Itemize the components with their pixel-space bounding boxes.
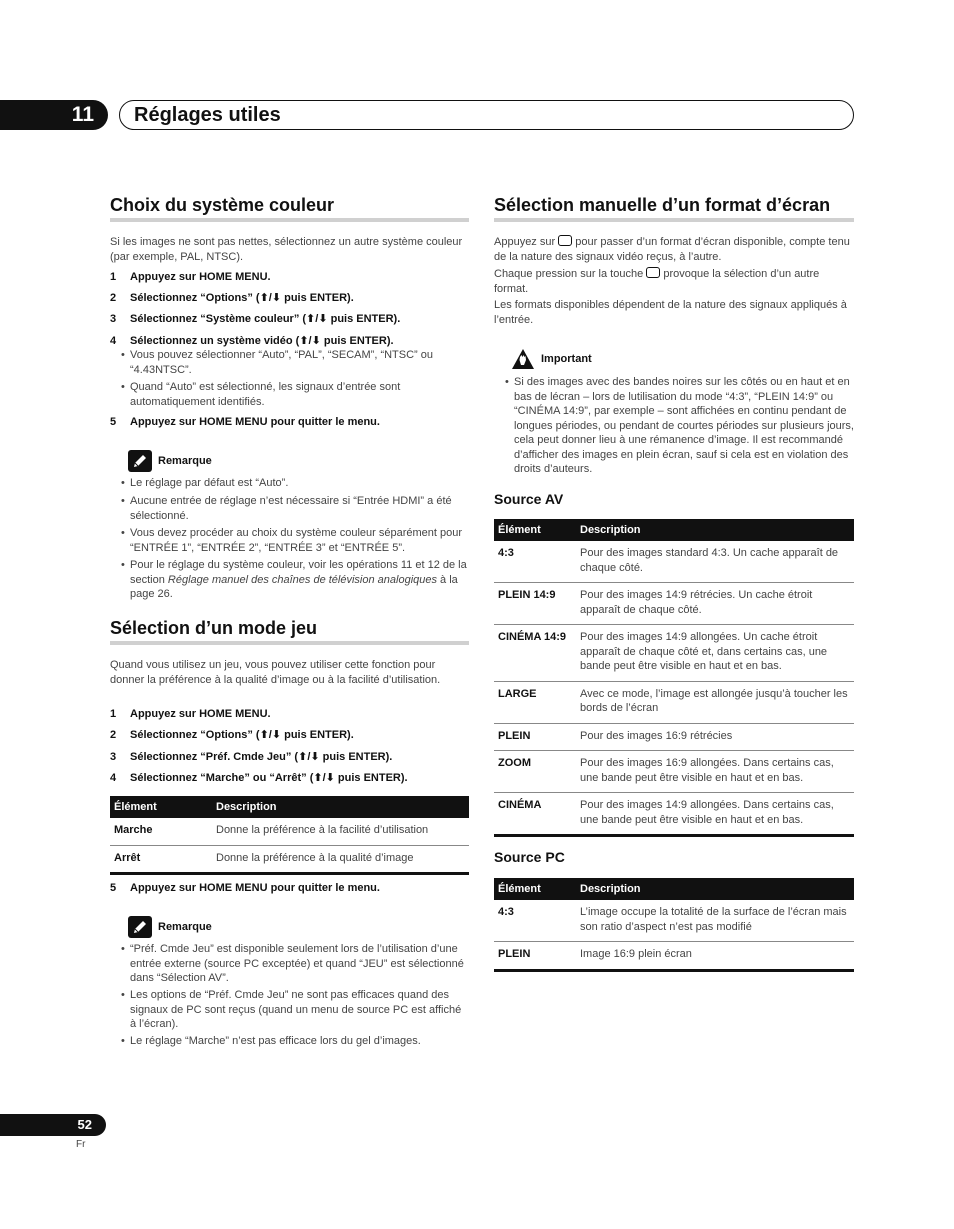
step: 4 Sélectionnez “Marche” ou “Arrêt” (⬆/⬇ puis ENTER). [110,772,408,784]
format-paragraph: Chaque pression sur la touche provoque la sélection d’un autre format. [494,268,820,295]
section-title-screen-format: Sélection manuelle d’un format d’écran [494,193,854,222]
source-av-table [494,519,854,837]
table-header [110,796,469,818]
table-row [110,818,469,845]
step: 2 Sélectionnez “Options” (⬆/⬇ puis ENTER). [110,729,354,741]
important-item: • Si des images avec des bandes noires sur les côtés ou en haut et en bas de lécran – lors de lutilisation du mode “4:3”, “PLEIN 14:9” ou “CINÉMA 14:9”, par exemple – sont affichées en continu pendant de longues périodes, ou pendant de courtes périodes sur plusieurs jours, cela peut donner lieu à une rémanence d’image. Il est recommandé d’afficher des images en plein écran, sauf si cela est en violation des droits d’auteurs. [494,375,854,477]
note-item: • Vous devez procéder au choix du système couleur séparément pour “ENTRÉE 1”, “ENTRÉE 2”, “ENTRÉE 3” et “ENTRÉE 5”. [110,526,469,555]
warning-icon [511,348,535,370]
item-cell: Marche [110,818,212,845]
item-cell: Arrêt [110,845,212,874]
bullet: • Vous pouvez sélectionner “Auto”, “PAL”, “SECAM”, “NTSC” ou “4.43NTSC”. [110,348,469,377]
step: 4 Sélectionnez un système vidéo (⬆/⬇ puis ENTER). [110,335,394,347]
language-code: Fr [76,1139,86,1150]
description-cell: Image 16:9 plein écran [576,942,854,971]
item-cell: PLEIN [494,723,576,751]
table-row [494,625,854,682]
screen-size-button-icon [558,235,572,246]
pencil-icon [128,450,152,472]
format-paragraph: Appuyez sur pour passer d’un format d’écran disponible, compte tenu de la nature des signaux vidéo reçus, à l’autre. [494,236,850,263]
description-cell: Donne la préférence à la facilité d’utilisation [212,818,469,845]
chapter-number: 11 [0,100,108,130]
item-cell: CINÉMA [494,793,576,836]
source-av-title: Source AV [494,491,564,507]
table-row [494,751,854,793]
table-row [110,845,469,874]
note-item: • “Préf. Cmde Jeu” est disponible seulement lors de l’utilisation d’une entrée externe (source PC exceptée) et quand “JEU” est sélectionné dans “Sélection AV”. [110,942,469,986]
item-cell: 4:3 [494,900,576,942]
table-header [494,878,854,900]
step: 3 Sélectionnez “Système couleur” (⬆/⬇ puis ENTER). [110,313,401,325]
note-heading: Remarque [110,916,212,938]
description-cell: L’image occupe la totalité de la surface de l’écran mais son ratio d’aspect n’est pas modifié [576,900,854,942]
important-heading: Important [494,348,592,370]
description-cell: Pour des images 14:9 rétrécies. Un cache étroit apparaît de chaque côté. [576,583,854,625]
description-cell: Pour des images 16:9 rétrécies [576,723,854,751]
description-cell: Donne la préférence à la qualité d’image [212,845,469,874]
source-pc-table [494,878,854,972]
header-cell: Élément [494,519,576,541]
pencil-icon [128,916,152,938]
description-cell: Pour des images 14:9 allongées. Un cache étroit apparaît de chaque côté et, dans certains cas, une bande peut être visible en haut et en bas. [576,625,854,682]
step: 3 Sélectionnez “Préf. Cmde Jeu” (⬆/⬇ puis ENTER). [110,751,393,763]
table-row [494,541,854,583]
format-paragraph: Les formats disponibles dépendent de la nature des signaux appliqués à l’entrée. [494,299,847,326]
description-cell: Avec ce mode, l’image est allongée jusqu’à toucher les bords de l’écran [576,681,854,723]
header-cell: Élément [494,878,576,900]
page-number: 52 [0,1114,106,1136]
source-pc-title: Source PC [494,849,565,865]
description-cell: Pour des images standard 4:3. Un cache apparaît de chaque côté. [576,541,854,583]
note-item: • Le réglage par défaut est “Auto”. [110,476,469,491]
item-cell: PLEIN 14:9 [494,583,576,625]
note-item: • Les options de “Préf. Cmde Jeu” ne sont pas efficaces quand des signaux de PC sont reçus (quand un menu de source PC est affiché à l’écran). [110,988,469,1032]
game-mode-table [110,796,469,875]
item-cell: PLEIN [494,942,576,971]
item-cell: ZOOM [494,751,576,793]
note-heading: Remarque [110,450,212,472]
step: 5 Appuyez sur HOME MENU pour quitter le menu. [110,882,380,894]
note-item: • Pour le réglage du système couleur, voir les opérations 11 et 12 de la section Réglage manuel des chaînes de télévision analogiques à la page 26. [110,558,469,602]
table-row [494,793,854,836]
item-cell: CINÉMA 14:9 [494,625,576,682]
description-cell: Pour des images 14:9 allongées. Dans certains cas, une bande peut être visible en haut et en bas. [576,793,854,836]
section-title-color-system: Choix du système couleur [110,193,469,222]
item-cell: 4:3 [494,541,576,583]
step: 1 Appuyez sur HOME MENU. [110,271,271,283]
item-cell: LARGE [494,681,576,723]
note-item: • Aucune entrée de réglage n’est nécessaire si “Entrée HDMI” a été sélectionné. [110,494,469,523]
table-row [494,583,854,625]
header-cell: Élément [110,796,212,818]
table-row [494,681,854,723]
screen-size-button-icon [646,267,660,278]
color-system-intro: Si les images ne sont pas nettes, sélectionnez un autre système couleur (par exemple, PAL, NTSC). [110,236,463,263]
step: 5 Appuyez sur HOME MENU pour quitter le menu. [110,416,380,428]
table-header [494,519,854,541]
game-mode-intro: Quand vous utilisez un jeu, vous pouvez utiliser cette fonction pour donner la préférence à la qualité d’image ou à la facilité d’utilisation. [110,659,441,686]
header-cell: Description [576,878,854,900]
step: 2 Sélectionnez “Options” (⬆/⬇ puis ENTER). [110,292,354,304]
header-cell: Description [576,519,854,541]
chapter-title: Réglages utiles [119,100,854,130]
bullet: • Quand “Auto” est sélectionné, les signaux d’entrée sont automatiquement identifiés. [110,380,469,409]
section-title-game-mode: Sélection d’un mode jeu [110,616,469,645]
cross-reference: Réglage manuel des chaînes de télévision analogiques [167,573,437,586]
table-row [494,900,854,942]
table-row [494,723,854,751]
table-row [494,942,854,971]
description-cell: Pour des images 16:9 allongées. Dans certains cas, une bande peut être visible en haut et en bas. [576,751,854,793]
header-cell: Description [212,796,469,818]
note-item: • Le réglage “Marche” n’est pas efficace lors du gel d’images. [110,1034,469,1049]
step: 1 Appuyez sur HOME MENU. [110,708,271,720]
